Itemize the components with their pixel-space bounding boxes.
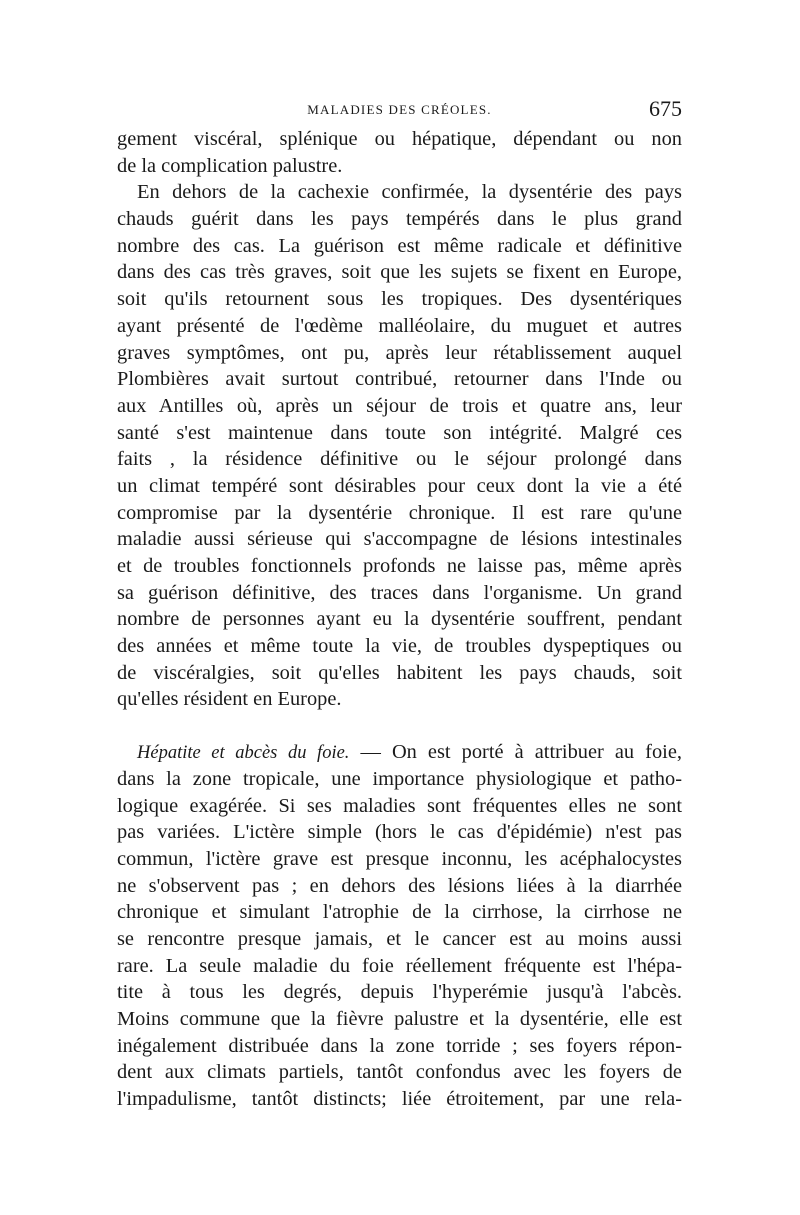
text-line: graves symptômes, ont pu, après leur rétablissement auquel: [117, 341, 682, 364]
text-line: nombre des cas. La guérison est même radicale et définitive: [117, 234, 682, 257]
text-line: se rencontre presque jamais, et le cancer est au moins aussi: [117, 927, 682, 950]
text-line: tite à tous les degrés, depuis l'hyperémie jusqu'à l'abcès.: [117, 981, 682, 1004]
text-line: chauds guérit dans les pays tempérés dans le plus grand: [117, 208, 682, 231]
paragraph-continuation: [117, 126, 682, 179]
text-line: inégalement distribuée dans la zone torride ; ses foyers répon-: [117, 1034, 682, 1057]
running-header: [117, 96, 682, 126]
text-line: des années et même toute la vie, de troubles dyspeptiques ou: [117, 635, 682, 658]
text-line: gement viscéral, splénique ou hépatique, dépendant ou non: [117, 128, 682, 150]
text-line: chronique et simulant l'atrophie de la cirrhose, la cirrhose ne: [117, 901, 682, 924]
text-line: maladie aussi sérieuse qui s'accompagne de lésions intestinales: [117, 528, 682, 551]
text-line: pas variées. L'ictère simple (hors le cas d'épidémie) n'est pas: [117, 821, 682, 844]
text-line: ne s'observent pas ; en dehors des lésions liées à la diarrhée: [117, 874, 682, 897]
section-gap: [117, 713, 682, 739]
text-line: Plombières avait surtout contribué, retourner dans l'Inde ou: [117, 368, 682, 391]
text-line: dans des cas très graves, soit que les sujets se fixent en Europe,: [117, 261, 682, 284]
text-line: compromise par la dysentérie chronique. Il est rare qu'une: [117, 501, 682, 524]
running-title: MALADIES DES CRÉOLES.: [307, 102, 492, 117]
page-number: 675: [649, 96, 682, 121]
paragraph-hepatite: [117, 739, 682, 1113]
text-line: soit qu'ils retournent sous les tropiques. Des dysentériques: [117, 288, 682, 311]
text-line: et de troubles fonctionnels profonds ne laisse pas, même après: [117, 555, 682, 577]
text-line: un climat tempéré sont désirables pour ceux dont la vie a été: [117, 474, 682, 497]
text-line: santé s'est maintenue dans toute son intégrité. Malgré ces: [117, 421, 682, 444]
text-line: logique exagérée. Si ses maladies sont fréquentes elles ne sont: [117, 794, 682, 817]
heading-line-rest: — On est porté à attribuer au foie,: [349, 741, 682, 764]
text-line: Moins commune que la fièvre palustre et la dysentérie, elle est: [117, 1008, 682, 1030]
text-line: aux Antilles où, après un séjour de trois et quatre ans, leur: [117, 394, 682, 417]
text-line: qu'elles résident en Europe.: [117, 688, 342, 711]
text-line: commun, l'ictère grave est presque inconnu, les acéphalocystes: [117, 847, 682, 870]
text-line: faits , la résidence définitive ou le séjour prolongé dans: [117, 448, 682, 471]
text-line: dent aux climats partiels, tantôt confondus avec les foyers de: [117, 1061, 682, 1084]
text-line: ayant présenté de l'œdème malléolaire, du muguet et autres: [117, 314, 682, 337]
text-line: de viscéralgies, soit qu'elles habitent les pays chauds, soit: [117, 661, 682, 684]
text-line: sa guérison définitive, des traces dans l'organisme. Un grand: [117, 581, 682, 604]
text-line-heading: [117, 739, 682, 766]
body-text: [117, 126, 682, 1113]
paragraph-dysenterie: [117, 179, 682, 713]
section-heading: Hépatite et abcès du foie.: [137, 743, 350, 764]
text-line: l'impadulisme, tantôt distincts; liée étroitement, par une rela-: [117, 1088, 682, 1111]
text-line: En dehors de la cachexie confirmée, la dysentérie des pays: [137, 181, 682, 204]
text-line: rare. La seule maladie du foie réellement fréquente est l'hépa-: [117, 954, 682, 977]
text-line: dans la zone tropicale, une importance physiologique et patho-: [117, 767, 682, 790]
text-line: de la complication palustre.: [117, 154, 343, 177]
text-line: nombre de personnes ayant eu la dysentérie souffrent, pendant: [117, 608, 682, 631]
